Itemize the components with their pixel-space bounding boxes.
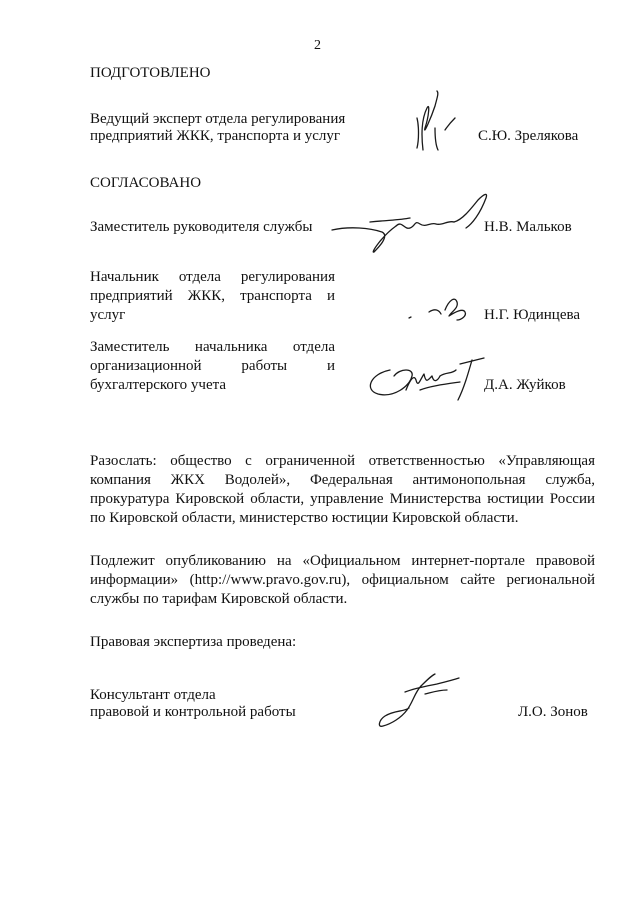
prepared-position-line2: предприятий ЖКК, транспорта и услуг xyxy=(90,128,341,144)
page-number: 2 xyxy=(314,38,321,53)
publication-paragraph xyxy=(90,552,595,609)
publication-line3: службы по тарифам Кировской области. xyxy=(90,591,348,607)
signature-yudintseva xyxy=(405,290,475,326)
agreed-signer-2-position-line2: предприятий ЖКК, транспорта и xyxy=(90,288,335,304)
agreed-signer-2-name: Н.Г. Юдинцева xyxy=(484,307,581,323)
signature-zonov xyxy=(375,672,475,734)
signature-zhuikov xyxy=(360,350,490,410)
legal-review-position-line2: правовой и контрольной работы xyxy=(90,704,296,720)
agreed-signer-3-name: Д.А. Жуйков xyxy=(484,377,566,393)
distribution-line1: Разослать: общество с ограниченной ответственностью «Управляющая xyxy=(90,453,595,469)
agreed-signer-2-position-line1: Начальник отдела регулирования xyxy=(90,269,335,285)
agreed-signer-3-position-line2: организационной работы и xyxy=(90,358,335,374)
publication-line2: информации» (http://www.pravo.gov.ru), официальном сайте региональной xyxy=(90,572,595,588)
signature-zrelyakova xyxy=(405,88,465,158)
legal-review-name: Л.О. Зонов xyxy=(518,704,588,720)
distribution-line2: компания ЖКХ Водолей», Федеральная антимонопольная служба, xyxy=(90,472,595,488)
agreed-signer-3-position-line3: бухгалтерского учета xyxy=(90,377,227,393)
prepared-name: С.Ю. Зрелякова xyxy=(478,128,579,144)
agreed-signer-1-position: Заместитель руководителя службы xyxy=(90,219,313,235)
distribution-line4: по Кировской области, министерство юстиции Кировской области. xyxy=(90,510,519,526)
legal-review-position-line1: Консультант отдела xyxy=(90,687,216,703)
signature-malkov xyxy=(330,190,500,260)
agreed-signer-3-position xyxy=(90,338,335,395)
distribution-line3: прокуратура Кировской области, управление Министерства юстиции России xyxy=(90,491,595,507)
agreed-signer-2-position xyxy=(90,268,335,325)
distribution-paragraph xyxy=(90,452,595,528)
agreed-signer-3-position-line1: Заместитель начальника отдела xyxy=(90,339,335,355)
agreed-signer-1-name: Н.В. Мальков xyxy=(484,219,572,235)
agreed-heading: СОГЛАСОВАНО xyxy=(90,175,202,191)
publication-line1: Подлежит опубликованию на «Официальном интернет-портале правовой xyxy=(90,553,595,569)
agreed-signer-2-position-line3: услуг xyxy=(90,307,126,323)
prepared-heading: ПОДГОТОВЛЕНО xyxy=(90,65,211,81)
legal-review-statement: Правовая экспертиза проведена: xyxy=(90,634,297,650)
prepared-position-line1: Ведущий эксперт отдела регулирования xyxy=(90,111,346,127)
